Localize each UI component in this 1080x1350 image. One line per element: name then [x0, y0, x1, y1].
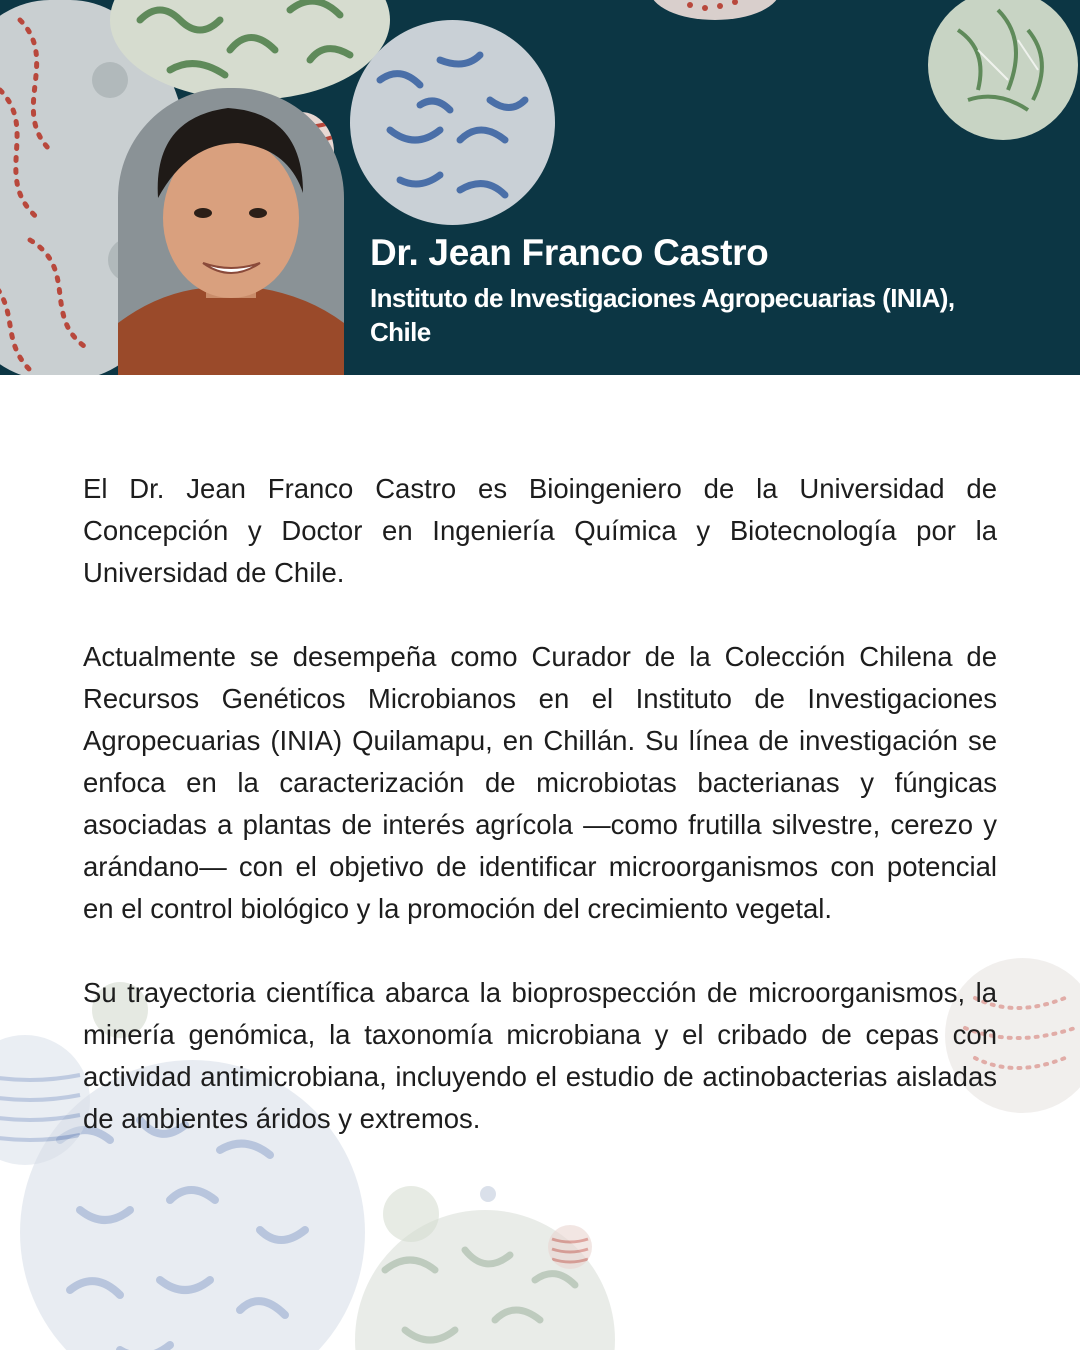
bio-paragraph-2: Actualmente se desempeña como Curador de la Colección Chilena de Recursos Genéticos Microbianos en el Instituto de Investigaciones Agropecuarias (INIA) Quilamapu, en Chillán. Su línea de investigación se enfoca en la caracterización de microbiotas bacterianas y fúngicas asociadas a plantas de interés agrícola —como frutilla silvestre, cerezo y arándano— con el objetivo de identificar microorganismos con potencial en el control biológico y la promoción del crecimiento vegetal.	[83, 641, 997, 924]
portrait-photo	[118, 88, 344, 375]
microbe-bubble-top-right-small	[650, 0, 780, 20]
bio-text	[83, 468, 997, 1140]
microbe-bubble-bottom-center-small	[383, 1186, 439, 1242]
bio-paragraph-3: Su trayectoria científica abarca la bioprospección de microorganismos, la minería genómica, la taxonomía microbiana y el cribado de cepas con actividad antimicrobiana, incluyendo el estudio de actinobacterias aisladas de ambientes áridos y extremos.	[83, 977, 997, 1134]
speaker-institution: Instituto de Investigaciones Agropecuarias (INIA), Chile	[370, 283, 955, 347]
microbe-bubble-center-blue	[350, 20, 555, 225]
header-banner	[0, 0, 1080, 375]
speaker-name: Dr. Jean Franco Castro	[370, 232, 769, 273]
bio-paragraph-1: El Dr. Jean Franco Castro es Bioingeniero de la Universidad de Concepción y Doctor en Ingeniería Química y Biotecnología por la Universidad de Chile.	[83, 473, 997, 588]
microbe-bubble-dot	[480, 1186, 496, 1202]
microbe-bubble-bottom-red-small	[548, 1225, 592, 1269]
microbe-bubble-right-green	[928, 0, 1078, 140]
